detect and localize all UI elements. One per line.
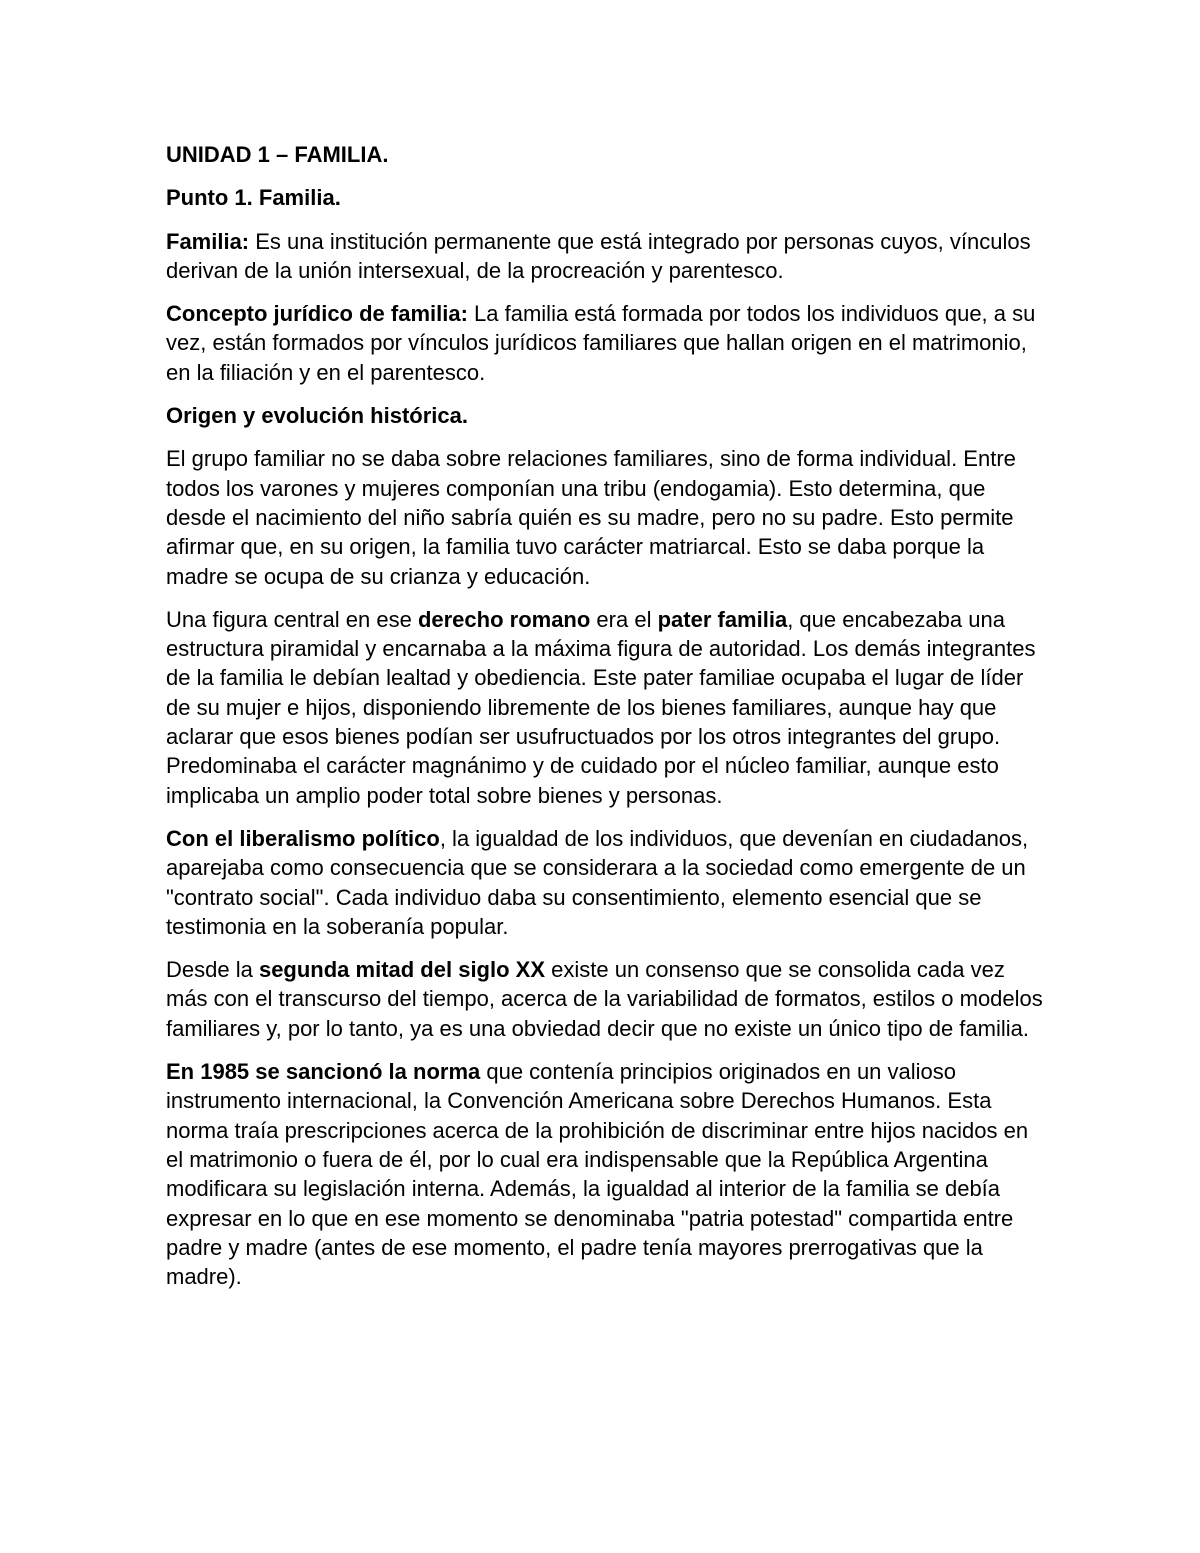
paragraph-roman-law [166, 605, 1046, 810]
roman-law-text-c: era el [590, 606, 658, 632]
term-familia: Familia: [166, 228, 250, 254]
legal-concept-text: La familia está formada por todos los individuos que, a su vez, están formados por vínculos jurídicos familiares que hallan origen en el matrimonio, en la filiación y en el parentesco. [166, 301, 1036, 385]
roman-law-text-a: Una figura central en ese [166, 606, 418, 632]
paragraph-1985-norm [166, 1057, 1046, 1291]
roman-law-bold-1: derecho romano [417, 606, 591, 632]
paragraph-legal-concept [166, 299, 1046, 387]
section-heading: Punto 1. Familia. [166, 185, 341, 211]
roman-law-bold-2: pater familia [657, 606, 788, 632]
twentieth-century-text: existe un consenso que se consolida cada vez más con el transcurso del tiempo, acerca de la variabilidad de formatos, estilos o modelos familiares y, por lo tanto, ya es una obviedad decir que no existe un único tipo de familia. [166, 957, 1043, 1041]
document-title: UNIDAD 1 – FAMILIA. [166, 142, 389, 167]
term-legal-concept: Concepto jurídico de familia: [166, 301, 468, 327]
paragraph-origin: El grupo familiar no se daba sobre relaciones familiares, sino de forma individual. Entre todos los varones y mujeres componían una tribu (endogamia). Esto determina, que desde el nacimiento del niño sabría quién es su madre, pero no su padre. Esto permite afirmar que, en su origen, la familia tuvo carácter matriarcal. Esto se daba porque la madre se ocupa de su crianza y educación. [166, 446, 1016, 589]
paragraph-twentieth-century [166, 955, 1046, 1043]
familia-definition-text: Es una institución permanente que está integrado por personas cuyos, vínculos derivan de la unión intersexual, de la procreación y parentesco. [166, 228, 1031, 283]
origin-heading: Origen y evolución histórica. [166, 403, 468, 429]
twentieth-century-bold: segunda mitad del siglo XX [258, 957, 546, 983]
norm-1985-text: que contenía principios originados en un valioso instrumento internacional, la Convención Americana sobre Derechos Humanos. Esta norma traía prescripciones acerca de la prohibición de discriminar entre hijos nacidos en el matrimonio o fuera de él, por lo cual era indispensable que la República Argentina modificara su legislación interna. Además, la igualdad al interior de la familia se debía expresar en lo que en ese momento se denominaba "patria potestad" compartida entre padre y madre (antes de ese momento, el padre tenía mayores prerrogativas que la madre). [166, 1059, 1029, 1290]
liberalism-text: , la igualdad de los individuos, que devenían en ciudadanos, aparejaba como consecuencia que se considerara a la sociedad como emergente de un "contrato social". Cada individuo daba su consentimiento, elemento esencial que se testimonia en la soberanía popular. [166, 825, 1029, 939]
norm-1985-bold: En 1985 se sancionó la norma [166, 1059, 481, 1085]
paragraph-familia-definition [166, 227, 1046, 286]
paragraph-liberalism [166, 824, 1046, 941]
liberalism-bold: Con el liberalismo político [166, 825, 440, 851]
roman-law-text-d: , que encabezaba una estructura piramidal y encarnaba a la máxima figura de autoridad. Los demás integrantes de la familia le debían lealtad y obediencia. Este pater familiae ocupaba el lugar de líder de su mujer e hijos, disponiendo libremente de los bienes familiares, aunque hay que aclarar que esos bienes podían ser usufructuados por los otros integrantes del grupo. Predominaba el carácter magnánimo y de cuidado por el núcleo familiar, aunque esto implicaba un amplio poder total sobre bienes y personas. [166, 606, 1036, 808]
document-body [166, 140, 1046, 1305]
twentieth-century-text-a: Desde la [166, 957, 259, 983]
